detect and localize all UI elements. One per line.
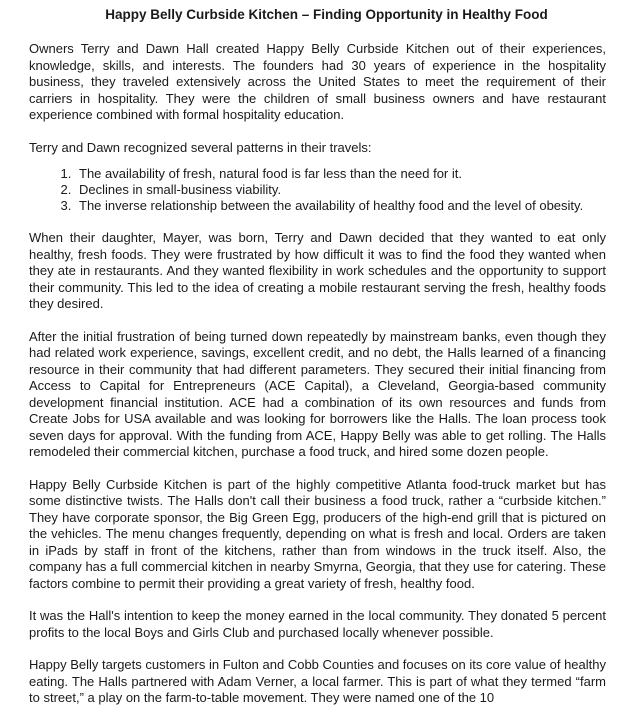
- patterns-list: [29, 166, 606, 214]
- paragraph-financing: After the initial frustration of being turned down repeatedly by mainstream banks, even though they had related work experience, savings, excellent credit, and no debt, the Halls learned of a financing resource in their community that had different parameters. They secured their initial financing from Access to Capital for Entrepreneurs (ACE Capital), a Cleveland, Georgia-based community development financial institution. ACE had a combination of its own resources and funds from Create Jobs for USA available and was looking for borrowers like the Halls. The loan process took seven days for approval. With the funding from ACE, Happy Belly was able to get rolling. The Halls remodeled their commercial kitchen, purchase a food truck, and hired some dozen people.: [29, 328, 606, 459]
- paragraph-daughter: When their daughter, Mayer, was born, Terry and Dawn decided that they wanted to eat only healthy, fresh foods. They were frustrated by how difficult it was to find the food they wanted when they ate in restaurants. And they wanted flexibility in work schedules and the opportunity to support their community. This led to the idea of creating a mobile restaurant serving the fresh, healthy foods they desired.: [29, 230, 606, 311]
- document-page: [29, 6, 606, 723]
- document-title: Happy Belly Curbside Kitchen – Finding Opportunity in Healthy Food: [105, 7, 548, 22]
- list-item: 1. The availability of fresh, natural food is far less than the need for it.: [75, 166, 606, 182]
- list-item: 3. The inverse relationship between the availability of healthy food and the level of obesity.: [75, 198, 606, 214]
- paragraph-patterns-intro: Terry and Dawn recognized several patterns in their travels:: [29, 139, 372, 155]
- paragraph-owners: Owners Terry and Dawn Hall created Happy Belly Curbside Kitchen out of their experiences, knowledge, skills, and interests. The founders had 30 years of experience in the hospitality business, they traveled extensively across the United States to meet the requirement of their carriers in hospitality. They were the children of small business owners and have restaurant experience combined with formal hospitality education.: [29, 41, 606, 122]
- list-item: 2. Declines in small-business viability.: [75, 182, 606, 198]
- paragraph-customers: Happy Belly targets customers in Fulton and Cobb Counties and focuses on its core value of healthy eating. The Halls partnered with Adam Verner, a local farmer. This is part of what they termed “farm to street,” a play on the farm-to-table movement. They were named one of the 10: [29, 657, 606, 705]
- paragraph-community: It was the Hall's intention to keep the money earned in the local community. They donated 5 percent profits to the local Boys and Girls Club and purchased locally whenever possible.: [29, 608, 606, 640]
- paragraph-market: Happy Belly Curbside Kitchen is part of the highly competitive Atlanta food-truck market but has some distinctive twists. The Halls don't call their business a food truck, rather a “curbside kitchen.” They have corporate sponsor, the Big Green Egg, producers of the high-end grill that is pictured on the vehicles. The menu changes frequently, depending on what is fresh and local. Orders are taken in iPads by staff in front of the kitchens, rather than from windows in the truck itself. Also, the company has a full commercial kitchen in nearby Smyrna, Georgia, that they use for catering. These factors combine to permit their providing a great variety of fresh, healthy food.: [29, 476, 606, 591]
